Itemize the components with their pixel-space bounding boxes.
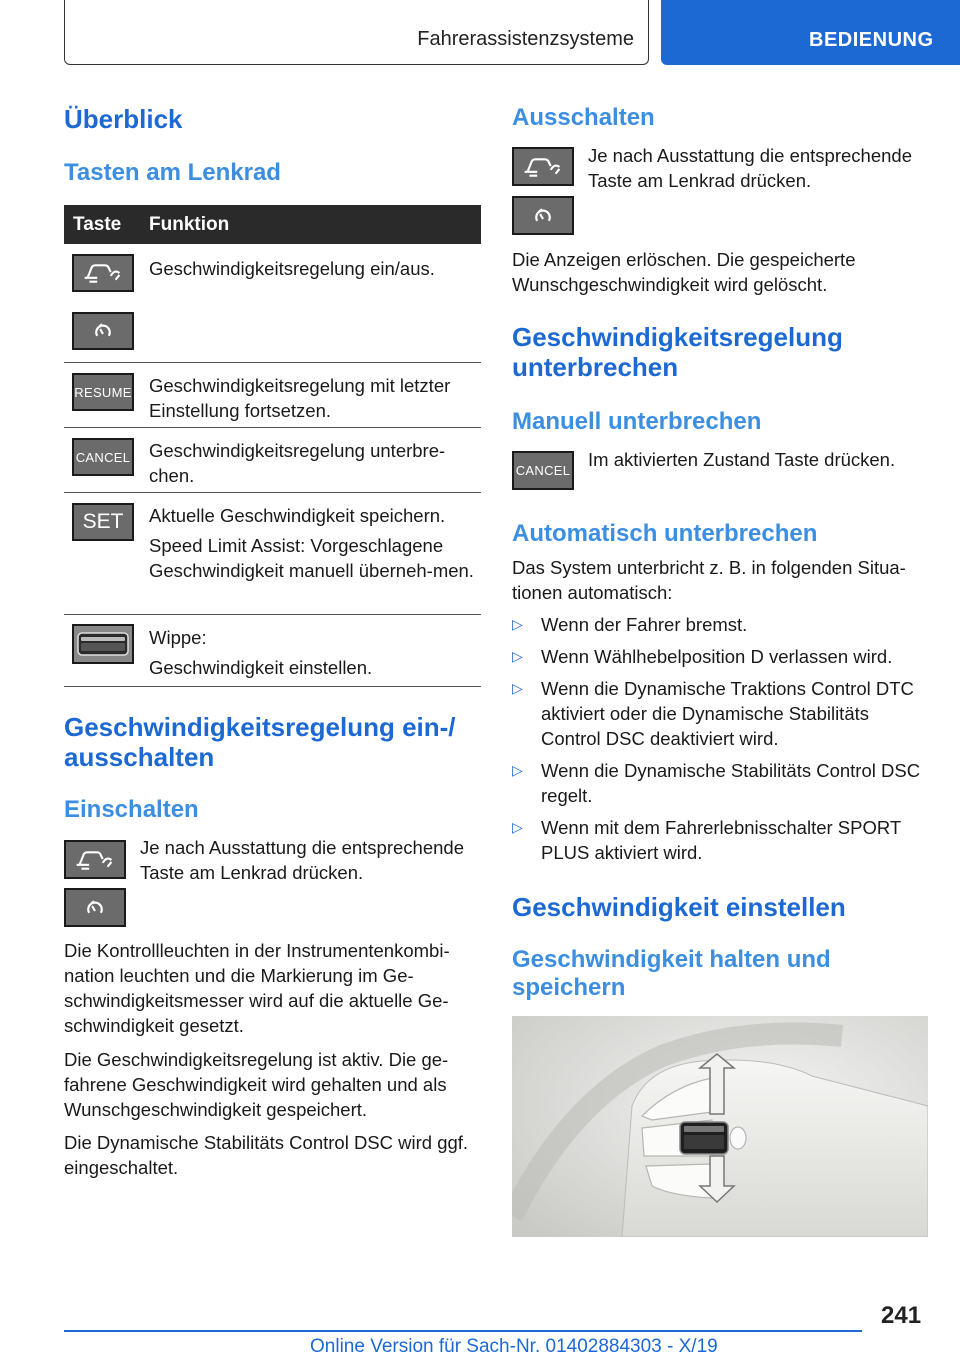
triangle-bullet-icon: ▷ [512,762,523,778]
einschalten-intro: Je nach Ausstattung die entsprechende Taste am Lenkrad drücken. [140,837,464,883]
row-function-text: Geschwindigkeitsregelung mit letzter Einstellung fortsetzen. [149,375,451,421]
einschalten-paragraph-3: Die Dynamische Stabilitäts Control DSC wird ggf. eingeschaltet. [64,1132,469,1178]
einschalten-paragraph-2: Die Geschwindigkeitsregelung ist aktiv. Die ge-fahrene Geschwindigkeit wird gehalten und als Wunschgeschwindigkeit gespeichert. [64,1049,449,1120]
steering-wheel-photo [512,1016,928,1237]
list-item-text: Wenn mit dem Fahrerlebnisschalter SPORT PLUS aktiviert wird. [541,817,901,863]
auto-interrupt-intro: Das System unterbricht z. B. in folgenden Situa-tionen automatisch: [512,557,906,603]
ausschalten-paragraph: Die Anzeigen erlöschen. Die gespeicherte Wunschgeschwindigkeit wird gelöscht. [512,249,856,295]
cancel-key-label: CANCEL [515,463,571,478]
manual-interrupt-heading: Manuell unterbrechen [512,408,762,435]
ausschalten-intro: Je nach Ausstattung die entsprechende Taste am Lenkrad drücken. [588,145,912,191]
triangle-bullet-icon: ▷ [512,680,523,696]
set-key-icon [72,503,134,541]
on-off-title: Geschwindigkeitsregelung ein-/ ausschalten [64,712,456,772]
steering-buttons-subtitle: Tasten am Lenkrad [64,159,281,186]
cruise-control-icon [72,254,134,292]
header-chapter-label: BEDIENUNG [809,29,934,51]
table-header-key: Taste [73,214,122,235]
header-chapter-tab[interactable] [661,0,960,65]
row-function-text: Geschwindigkeitsregelung ein/aus. [149,258,435,279]
table-row [64,363,481,428]
table-header [64,205,481,244]
footer-online-version: Online Version für Sach-Nr. 01402884303 - X/19 [310,1336,718,1357]
steering-buttons-table [64,205,481,687]
ausschalten-heading: Ausschalten [512,104,655,131]
cruise-control-icon [512,147,574,186]
table-row [64,244,481,363]
interrupt-title: Geschwindigkeitsregelung unterbrechen [512,322,843,382]
cancel-key-label: CANCEL [75,449,131,465]
manual-interrupt-text: Im aktivierten Zustand Taste drücken. [588,449,896,470]
einschalten-heading: Einschalten [64,796,199,823]
rocker-switch-icon [72,624,134,664]
row-function-text: Geschwindigkeitsregelung unterbre-chen. [149,440,446,486]
table-row [64,428,481,493]
auto-interrupt-heading: Automatisch unterbrechen [512,520,818,547]
cancel-key-icon [512,451,574,490]
header-section-title: Fahrerassistenzsysteme [417,28,634,50]
overview-title: Überblick [64,104,183,134]
table-header-function: Funktion [149,214,230,235]
set-key-label: SET [82,510,124,533]
table-row [64,493,481,615]
list-item-text: Wenn die Dynamische Stabilitäts Control DSC regelt. [541,760,921,806]
footer-divider [64,1330,862,1332]
resume-key-icon [72,373,134,411]
list-item-text: Wenn der Fahrer bremst. [541,614,748,635]
speed-limiter-icon [64,888,126,927]
triangle-bullet-icon: ▷ [512,648,523,664]
triangle-bullet-icon: ▷ [512,616,523,632]
speed-limiter-icon [512,196,574,235]
row-function-text-2: Speed Limit Assist: Vorgeschlagene Geschwindigkeit manuell überneh-men. [149,535,474,581]
row-function-text: Aktuelle Geschwindigkeit speichern. [149,505,446,526]
header-section-box [64,0,649,65]
row-function-text: Wippe: [149,627,207,648]
list-item-text: Wenn Wählhebelposition D verlassen wird. [541,646,893,667]
cruise-control-icon [64,840,126,879]
einschalten-paragraph-1: Die Kontrollleuchten in der Instrumentenkombi-nation leuchten und die Markierung im Ge-schwindigkeitsmesser wird auf die aktuelle Ge-schwindigkeit gesetzt. [64,940,450,1036]
resume-key-label: RESUME [74,384,132,400]
page-number: 241 [881,1302,922,1329]
cancel-key-icon [72,438,134,476]
adjust-speed-title: Geschwindigkeit einstellen [512,892,846,922]
speed-limiter-icon [72,312,134,350]
row-function-text-2: Geschwindigkeit einstellen. [149,657,373,678]
triangle-bullet-icon: ▷ [512,819,523,835]
hold-speed-heading: Geschwindigkeit halten und speichern [512,946,831,1001]
list-item-text: Wenn die Dynamische Traktions Control DTC aktiviert oder die Dynamische Stabilitäts Control DSC deaktiviert wird. [541,678,914,749]
table-row [64,615,481,687]
